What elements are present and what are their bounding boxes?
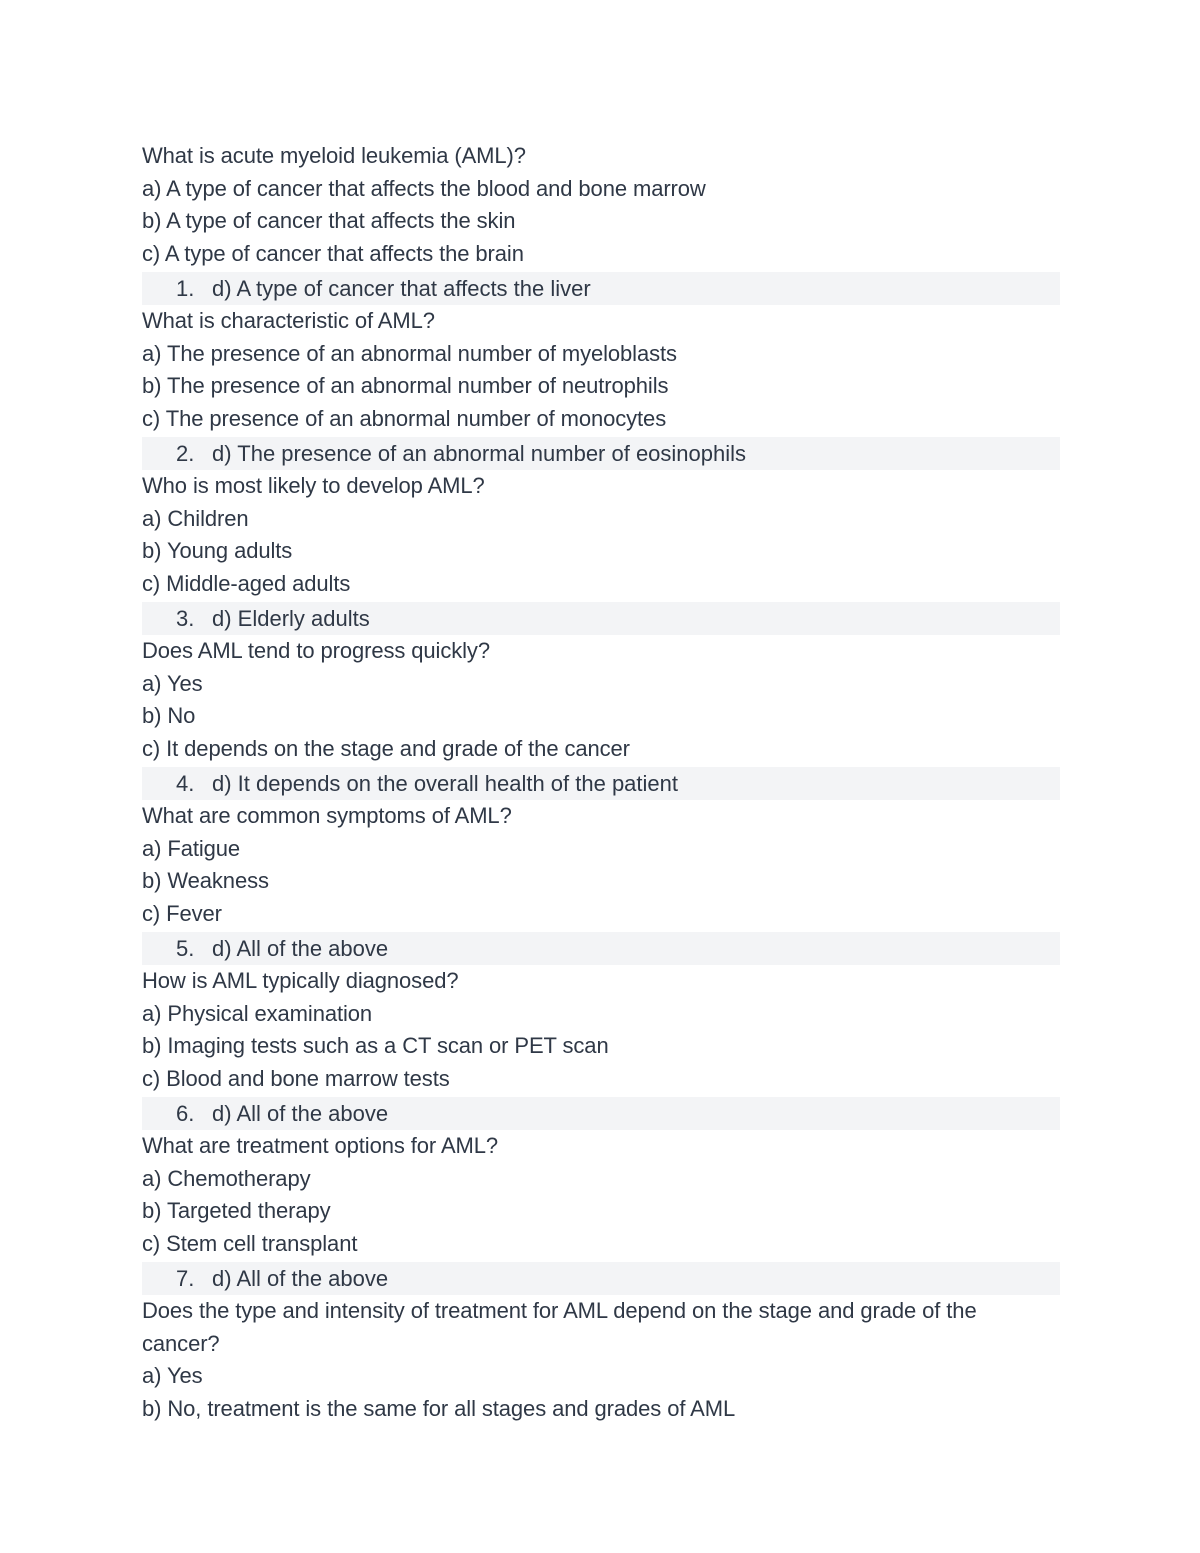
- question-5-option-d: d) All of the above: [212, 936, 389, 961]
- list-number: 5.: [176, 936, 195, 961]
- question-2-option-c: c) The presence of an abnormal number of monocytes: [142, 405, 667, 431]
- question-1: What is acute myeloid leukemia (AML)?: [142, 143, 526, 168]
- question-2-option-b: b) The presence of an abnormal number of neutrophils: [142, 373, 669, 398]
- question-4-option-d: d) It depends on the overall health of the patient: [212, 771, 678, 796]
- list-number: 2.: [176, 441, 195, 466]
- question-1-option-a: a) A type of cancer that affects the blood and bone marrow: [142, 175, 706, 201]
- question-3-option-b: b) Young adults: [142, 538, 293, 563]
- question-6-option-c: c) Blood and bone marrow tests: [142, 1065, 450, 1091]
- question-5-option-d-row: [142, 932, 1060, 965]
- question-3-option-d-row: [142, 602, 1060, 635]
- question-6-option-d: d) All of the above: [212, 1101, 389, 1126]
- question-7-option-b: b) Targeted therapy: [142, 1198, 331, 1223]
- list-number: 3.: [176, 606, 195, 631]
- question-3-option-c: c) Middle-aged adults: [142, 570, 351, 596]
- question-1-option-d-row: [142, 272, 1060, 305]
- question-2-option-d: d) The presence of an abnormal number of eosinophils: [212, 441, 747, 466]
- question-8-option-a: a) Yes: [142, 1363, 203, 1388]
- question-5: What are common symptoms of AML?: [142, 803, 512, 828]
- question-5-option-c: c) Fever: [142, 900, 222, 926]
- question-7-option-c: c) Stem cell transplant: [142, 1230, 358, 1256]
- document-page: [142, 140, 1060, 1425]
- list-number: 7.: [176, 1266, 195, 1291]
- question-2: What is characteristic of AML?: [142, 308, 435, 333]
- question-8: Does the type and intensity of treatment for AML depend on the stage and grade of the cancer?: [142, 1298, 977, 1356]
- question-1-option-d: d) A type of cancer that affects the liver: [212, 276, 591, 301]
- list-number: 4.: [176, 771, 195, 796]
- question-4-option-d-row: [142, 767, 1060, 800]
- question-7: What are treatment options for AML?: [142, 1133, 499, 1158]
- question-7-option-a: a) Chemotherapy: [142, 1165, 311, 1191]
- question-6: How is AML typically diagnosed?: [142, 968, 459, 993]
- question-6-option-b: b) Imaging tests such as a CT scan or PET scan: [142, 1033, 609, 1058]
- question-1-option-c: c) A type of cancer that affects the brain: [142, 240, 524, 266]
- list-number: 6.: [176, 1101, 195, 1126]
- question-2-option-d-row: [142, 437, 1060, 470]
- question-7-option-d: d) All of the above: [212, 1266, 389, 1291]
- question-2-option-a: a) The presence of an abnormal number of myeloblasts: [142, 340, 677, 366]
- list-number: 1.: [176, 276, 195, 301]
- question-6-option-a: a) Physical examination: [142, 1000, 373, 1026]
- question-5-option-b: b) Weakness: [142, 868, 269, 893]
- question-5-option-a: a) Fatigue: [142, 835, 241, 861]
- question-4: Does AML tend to progress quickly?: [142, 638, 490, 663]
- question-3-option-a: a) Children: [142, 505, 249, 531]
- question-6-option-d-row: [142, 1097, 1060, 1130]
- question-4-option-a: a) Yes: [142, 670, 203, 696]
- question-1-option-b: b) A type of cancer that affects the skin: [142, 208, 516, 233]
- question-4-option-c: c) It depends on the stage and grade of the cancer: [142, 735, 630, 761]
- question-8-option-b: b) No, treatment is the same for all stages and grades of AML: [142, 1395, 736, 1421]
- question-4-option-b: b) No: [142, 703, 196, 728]
- question-3: Who is most likely to develop AML?: [142, 473, 485, 498]
- question-3-option-d: d) Elderly adults: [212, 606, 370, 631]
- question-7-option-d-row: [142, 1262, 1060, 1295]
